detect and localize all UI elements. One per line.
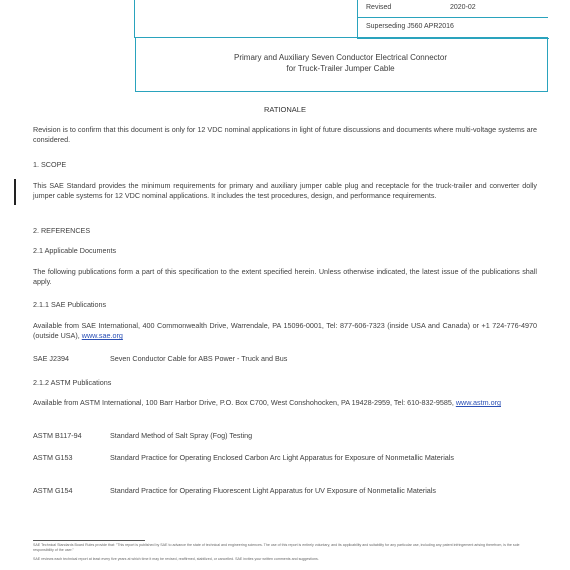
- document-title: [135, 52, 546, 74]
- scope-heading: 1. SCOPE: [33, 160, 67, 169]
- header-divider: [357, 17, 548, 18]
- rationale-heading: RATIONALE: [264, 105, 306, 114]
- applicable-documents-text: The following publications form a part of this specification to the extent specified herein. Unless otherwise indicated, the latest issue of the publications shall apply.: [33, 267, 537, 286]
- header-left-cell: [34, 0, 135, 38]
- footer-review-notice: SAE reviews each technical report at least every five years at which time it may be revised, reaffirmed, stabilized, or cancelled. SAE invites your written comments and suggestions.: [33, 557, 319, 561]
- revised-date: 2020-02: [450, 4, 476, 11]
- astm-doc-title: Standard Method of Salt Spray (Fog) Testing: [110, 431, 253, 440]
- astm-publications-text: [33, 398, 537, 408]
- sae-publications-text: [33, 321, 537, 341]
- astm-doc-code: ASTM B117-94: [33, 431, 82, 440]
- astm-doc-title: Standard Practice for Operating Enclosed Carbon Arc Light Apparatus for Exposure of Nonmetallic Materials: [110, 453, 454, 462]
- sae-doc-code: SAE J2394: [33, 354, 69, 363]
- scope-text: This SAE Standard provides the minimum requirements for primary and auxiliary jumper cable plug and receptacle for the truck-trailer and converter dolly jumper cable systems for 12 VDC nominal applications. It includes the test procedures, design, and performance requirements.: [33, 181, 537, 200]
- revised-label: Revised: [366, 4, 392, 11]
- references-heading: 2. REFERENCES: [33, 226, 91, 235]
- sae-publications-heading: 2.1.1 SAE Publications: [33, 300, 107, 309]
- sae-website-link[interactable]: www.sae.org: [81, 331, 123, 340]
- superseding-text: Superseding J560 APR2016: [366, 23, 454, 30]
- change-bar: [14, 179, 16, 205]
- applicable-documents-heading: 2.1 Applicable Documents: [33, 246, 117, 255]
- astm-doc-code: ASTM G153: [33, 453, 73, 462]
- sae-availability-text: Available from SAE International, 400 Commonwealth Drive, Warrendale, PA 15096-0001, Tel: 877-606-7323 (inside USA and Canada) or +1 724-776-4970 (outside USA),: [33, 321, 537, 340]
- astm-website-link[interactable]: www.astm.org: [455, 398, 501, 407]
- astm-availability-text: Available from ASTM International, 100 Barr Harbor Drive, P.O. Box C700, West Conshohocken, PA 19428-2959, Tel: 610-832-9585,: [33, 398, 454, 407]
- rationale-text: Revision is to confirm that this document is only for 12 VDC nominal applications in light of future discussions and documents where multi-voltage systems are considered.: [33, 125, 537, 144]
- astm-doc-code: ASTM G154: [33, 486, 73, 495]
- sae-doc-title: Seven Conductor Cable for ABS Power - Truck and Bus: [110, 354, 288, 363]
- title-line-1: Primary and Auxiliary Seven Conductor Electrical Connector: [234, 53, 447, 62]
- footer-notice: SAE Technical Standards Board Rules provide that: "This report is published by SAE to advance the state of technical and engineering sciences. The use of this report is entirely voluntary, and its applicability and suitability for any particular use, including any patent infringement arising therefrom, is the sole responsibility of the user.": [33, 543, 520, 552]
- title-line-2: for Truck-Trailer Jumper Cable: [286, 64, 395, 73]
- astm-publications-heading: 2.1.2 ASTM Publications: [33, 378, 112, 387]
- footer-rule: [33, 540, 145, 541]
- astm-doc-title: Standard Practice for Operating Fluorescent Light Apparatus for UV Exposure of Nonmetallic Materials: [110, 486, 436, 495]
